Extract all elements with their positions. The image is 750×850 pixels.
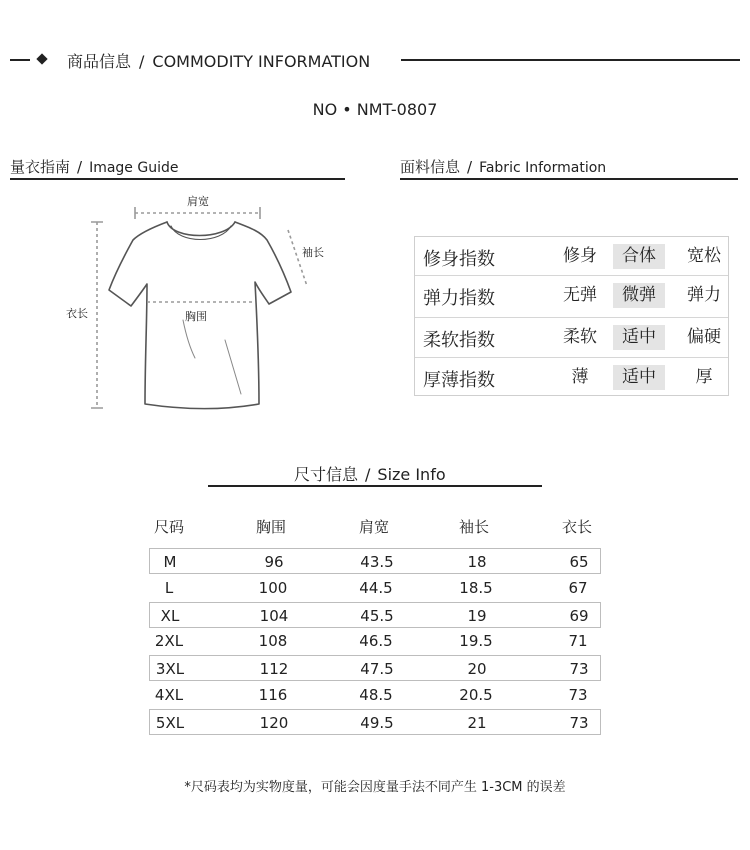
fabric-option-selected: 微弹 (613, 283, 665, 308)
size-cell: 73 (568, 686, 588, 704)
size-info-title-cn: 尺寸信息 (294, 465, 359, 484)
image-guide-title (10, 156, 179, 177)
image-guide-rule (10, 178, 345, 180)
image-guide-title-en: Image Guide (89, 160, 179, 176)
size-cell: 71 (568, 632, 588, 650)
header-title-cn: 商品信息 (67, 52, 132, 71)
size-cell: 73 (569, 714, 589, 732)
header-rule-right (401, 59, 740, 61)
header-separator: / (139, 52, 145, 71)
fabric-row-softness (415, 317, 728, 358)
fabric-option-selected: 合体 (613, 244, 665, 269)
page-header-title (67, 49, 370, 72)
size-table-row (149, 709, 601, 735)
fabric-option: 宽松 (687, 246, 721, 266)
fabric-option-selected: 适中 (613, 325, 665, 350)
header-title-en: COMMODITY INFORMATION (152, 52, 371, 71)
size-cell: 104 (259, 607, 289, 625)
fabric-row-label: 柔软指数 (423, 330, 495, 351)
size-cell: 120 (259, 714, 289, 732)
size-cell: 47.5 (360, 660, 394, 678)
size-cell: 43.5 (360, 553, 394, 571)
size-cell: 18.5 (459, 579, 493, 597)
header-rule-left (10, 59, 30, 61)
product-number: NO • NMT-0807 (312, 100, 438, 119)
shoulder-label: 肩宽 (187, 195, 209, 208)
fabric-row-thickness (415, 357, 728, 398)
size-cell: 20.5 (459, 686, 493, 704)
size-cell: 19.5 (459, 632, 493, 650)
fabric-option: 弹力 (687, 285, 721, 305)
size-cell: 100 (258, 579, 288, 597)
size-cell: 112 (259, 660, 289, 678)
size-table-row (149, 682, 601, 708)
fabric-title-en: Fabric Information (479, 160, 607, 176)
fabric-option: 厚 (695, 367, 713, 387)
size-cell: M (163, 553, 177, 571)
size-info-separator: / (365, 465, 371, 484)
size-cell: 5XL (155, 714, 185, 732)
fabric-separator: / (467, 158, 473, 176)
fabric-option-selected: 适中 (613, 365, 665, 390)
fabric-option: 薄 (571, 367, 589, 387)
fabric-row-elasticity (415, 275, 728, 316)
size-cell: 18 (467, 553, 487, 571)
size-col-header: 袖长 (459, 518, 490, 536)
size-cell: 3XL (155, 660, 185, 678)
diamond-icon (36, 53, 47, 64)
size-cell: 67 (568, 579, 588, 597)
fabric-table (414, 236, 729, 396)
fabric-rule (400, 178, 738, 180)
size-cell: 19 (467, 607, 487, 625)
size-cell: 21 (467, 714, 487, 732)
size-cell: L (164, 579, 174, 597)
size-info-title (294, 462, 446, 485)
fabric-row-fit (415, 237, 728, 277)
fabric-row-label: 厚薄指数 (423, 370, 495, 391)
size-cell: 2XL (154, 632, 184, 650)
size-cell: 48.5 (359, 686, 393, 704)
size-cell: XL (160, 607, 180, 625)
size-col-header: 肩宽 (359, 518, 390, 536)
fabric-row-label: 弹力指数 (423, 288, 495, 309)
fabric-title-cn: 面料信息 (400, 158, 461, 176)
size-table-row (149, 628, 601, 654)
size-info-rule (208, 485, 542, 487)
size-table-row (149, 602, 601, 628)
size-cell: 4XL (154, 686, 184, 704)
fabric-row-label: 修身指数 (423, 249, 495, 270)
image-guide-title-cn: 量衣指南 (10, 158, 71, 176)
measurement-footnote: *尺码表均为实物度量，可能会因度量手法不同产生 1-3CM 的误差 (184, 780, 566, 795)
fabric-option: 无弹 (563, 285, 597, 305)
size-cell: 116 (258, 686, 288, 704)
size-cell: 65 (569, 553, 589, 571)
length-label: 衣长 (66, 307, 88, 320)
size-cell: 46.5 (359, 632, 393, 650)
fabric-option: 偏硬 (687, 327, 721, 347)
size-cell: 20 (467, 660, 487, 678)
size-cell: 73 (569, 660, 589, 678)
size-table-row (149, 575, 601, 601)
size-cell: 96 (264, 553, 284, 571)
size-col-header: 胸围 (256, 518, 287, 536)
size-info-title-en: Size Info (377, 465, 446, 484)
size-cell: 44.5 (359, 579, 393, 597)
chest-label: 胸围 (185, 310, 207, 323)
fabric-option: 修身 (563, 246, 597, 266)
sleeve-label: 袖长 (302, 246, 324, 259)
size-table-row (149, 655, 601, 681)
fabric-option: 柔软 (563, 327, 597, 347)
size-table-row (149, 548, 601, 574)
size-cell: 45.5 (360, 607, 394, 625)
size-cell: 108 (258, 632, 288, 650)
size-col-header: 尺码 (154, 518, 185, 536)
size-cell: 49.5 (360, 714, 394, 732)
image-guide-separator: / (77, 158, 83, 176)
tshirt-measurement-diagram (55, 190, 345, 420)
size-col-header: 衣长 (562, 518, 593, 536)
fabric-title (400, 156, 606, 177)
size-cell: 69 (569, 607, 589, 625)
